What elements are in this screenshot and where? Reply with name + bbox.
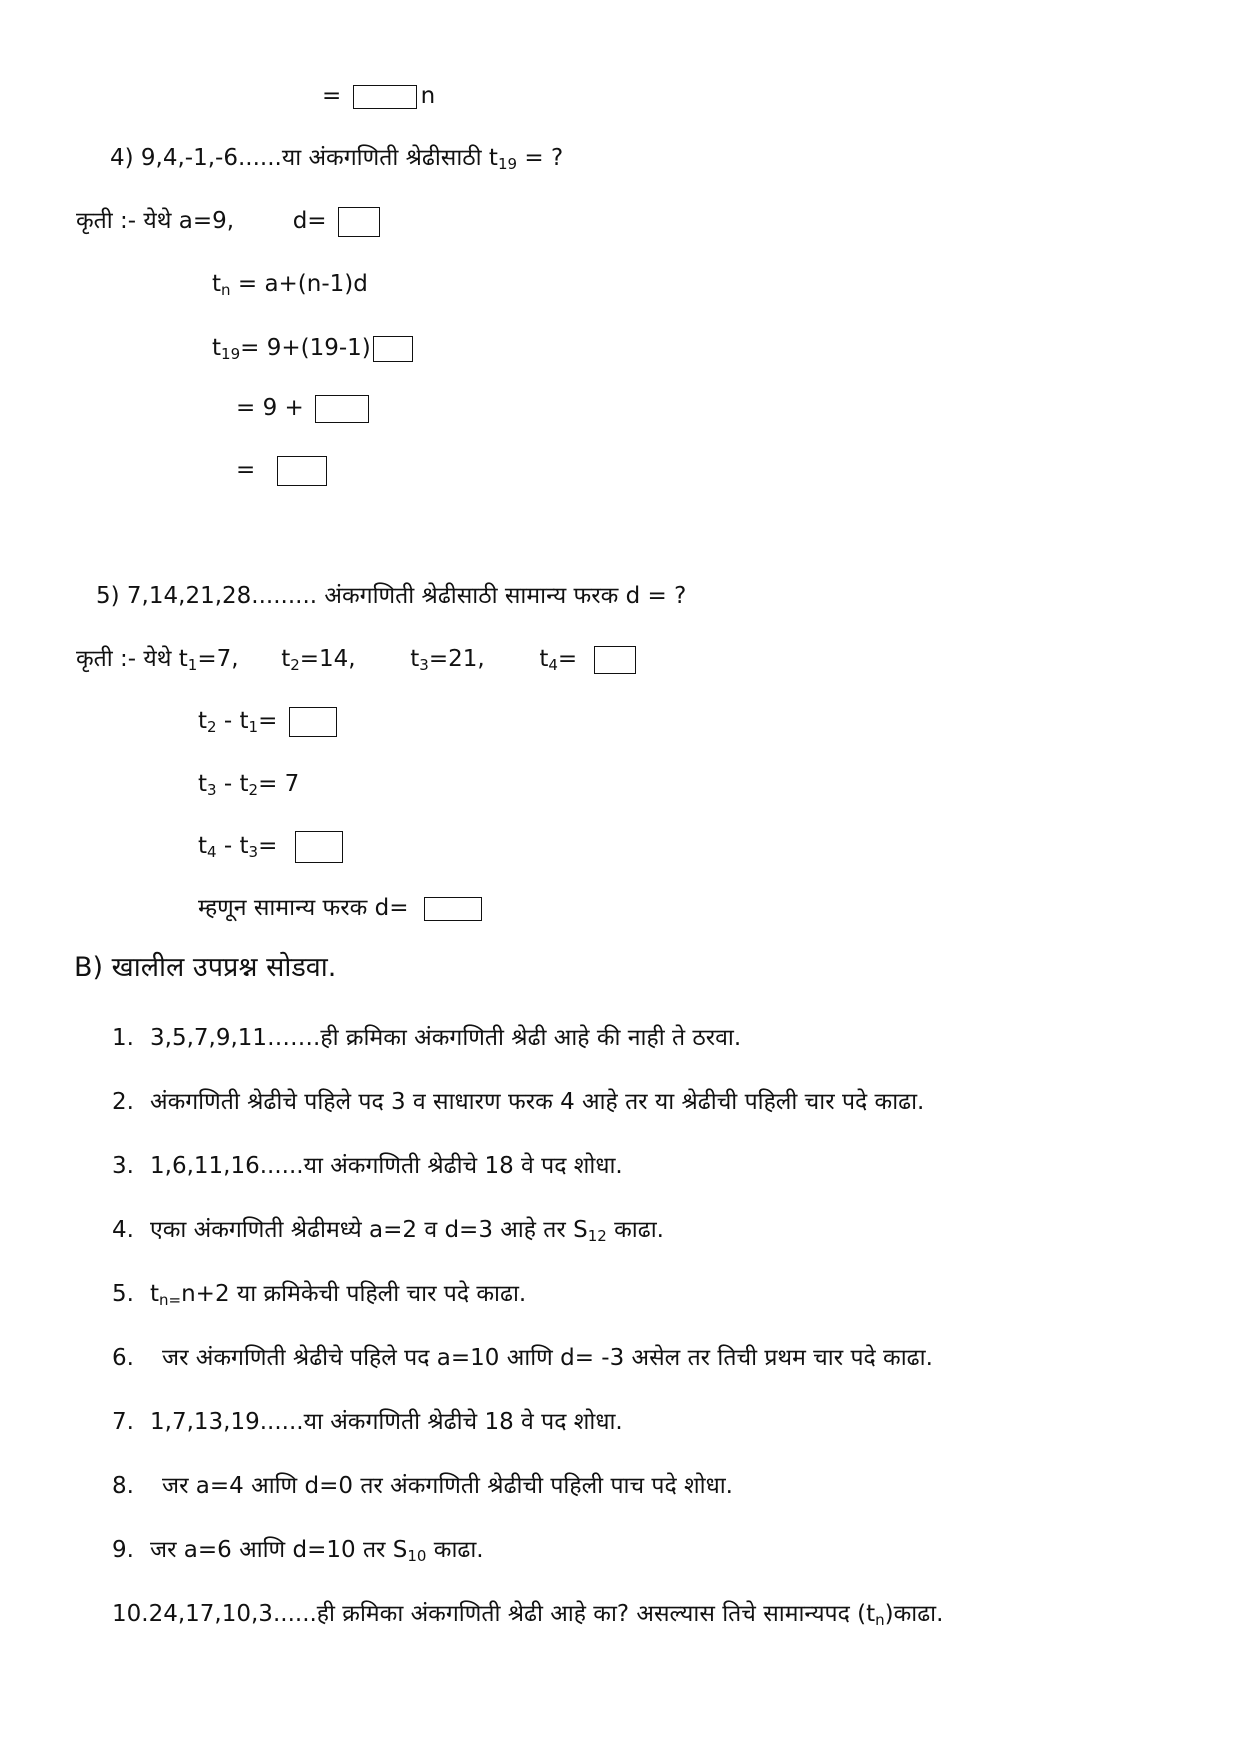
q4-kruti-line: कृती :- येथे a=9, d= <box>76 205 384 237</box>
question-5: 5) 7,14,21,28......... अंकगणिती श्रेढीसाठी सामान्य फरक d = ? <box>96 583 687 609</box>
list-item: 5. $t_{n=}n+2$ या क्रमिकेची पहिली चार पदे काढा. <box>112 1281 527 1309</box>
t19-answer-box[interactable] <box>373 336 413 362</box>
answer-box[interactable] <box>353 85 417 109</box>
list-item: 2. अंकगणिती श्रेढीचे पहिले पद 3 व साधारण फरक 4 आहे तर या श्रेढीची पहिली चार पदे काढा. <box>112 1089 925 1115</box>
section-b-heading: B) खालील उपप्रश्न सोडवा. <box>74 952 337 983</box>
q5-t4-minus-t3: $t_4 - t_3=$ <box>198 830 347 868</box>
list-item: 10.24,17,10,3......ही क्रमिका अंकगणिती श्रेढी आहे का? असल्यास तिचे सामान्यपद $(t_n)काढा$. <box>112 1601 944 1629</box>
t4-t3-answer-box[interactable] <box>295 831 343 863</box>
list-item: 8. जर a=4 आणि d=0 तर अंकगणिती श्रेढीची पहिली पाच पदे शोधा. <box>112 1473 733 1499</box>
question-4: 4) 9,4,-1,-6......या अंकगणिती श्रेढीसाठी $t_{19}$ = ? <box>110 145 564 173</box>
q4-tn-formula: $t_n = a+(n-1)d$ <box>212 271 368 299</box>
q5-kruti-line: कृती :- येथे $t_1=7$, $t_2=14$, $t_3=21$, $t_4=$ <box>76 643 640 681</box>
q4-step4: = <box>236 454 331 486</box>
d-final-answer-box[interactable] <box>424 897 482 921</box>
list-item: 1. 3,5,7,9,11…….ही क्रमिका अंकगणिती श्रेढी आहे की नाही ते ठरवा. <box>112 1025 742 1051</box>
q4-step3: = 9 + <box>236 392 373 424</box>
q4-t19-line: $t_{19}= 9+(19-1)$ <box>212 332 417 370</box>
top-equation: = n <box>322 83 436 109</box>
q5-t2-minus-t1: $t_2 - t_1=$ <box>198 705 341 743</box>
q5-conclusion: म्हणून सामान्य फरक d= <box>198 892 486 924</box>
step4-answer-box[interactable] <box>277 456 327 486</box>
d-answer-box[interactable] <box>338 207 380 237</box>
list-item: 3. 1,6,11,16......या अंकगणिती श्रेढीचे 18 वे पद शोधा. <box>112 1153 623 1179</box>
list-item: 7. 1,7,13,19......या अंकगणिती श्रेढीचे 18 वे पद शोधा. <box>112 1409 623 1435</box>
t2-t1-answer-box[interactable] <box>289 707 337 737</box>
list-item: 6. जर अंकगणिती श्रेढीचे पहिले पद a=10 आणि d= -3 असेल तर तिची प्रथम चार पदे काढा. <box>112 1345 933 1371</box>
step3-answer-box[interactable] <box>315 395 369 423</box>
list-item: 4. एका अंकगणिती श्रेढीमध्ये a=2 व d=3 आहे तर $S_{12}$ काढा. <box>112 1217 664 1245</box>
list-item: 9. जर a=6 आणि d=10 तर $S_{10}$ काढा. <box>112 1537 484 1565</box>
t4-answer-box[interactable] <box>594 646 636 674</box>
q5-t3-minus-t2: $t_3 - t_2= 7$ <box>198 771 300 799</box>
